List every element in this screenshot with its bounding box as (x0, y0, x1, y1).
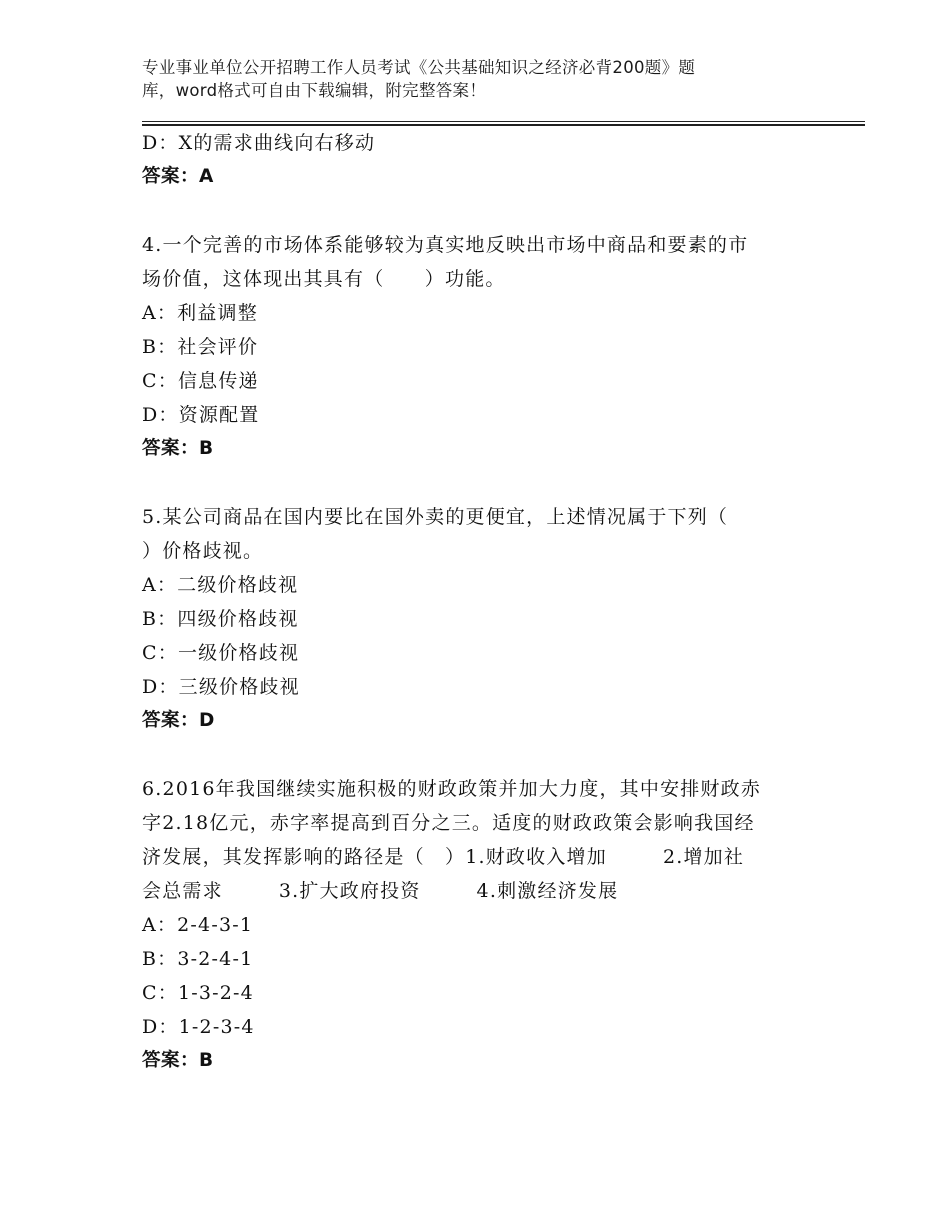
question-stem (142, 874, 822, 908)
answer-line: 答案：B (142, 1050, 214, 1071)
question-5 (142, 500, 822, 738)
spacer (142, 738, 822, 772)
question-stem: 5.某公司商品在国内要比在国外卖的更便宜，上述情况属于下列（ (142, 506, 729, 528)
option-c: C：一级价格歧视 (142, 642, 300, 664)
stem-segment: 4.刺激经济发展 (476, 880, 619, 902)
header-line-2: 库，word格式可自由下载编辑，附完整答案！ (142, 81, 487, 100)
option-d: D：三级价格歧视 (142, 676, 300, 698)
option-a: A：利益调整 (142, 302, 258, 324)
option-b: B：社会评价 (142, 336, 259, 358)
document-header (142, 56, 802, 102)
option-a: A：二级价格歧视 (142, 574, 299, 596)
option-c: C：信息传递 (142, 370, 259, 392)
stem-segment: 3.扩大政府投资 (278, 880, 421, 902)
option-d: D：资源配置 (142, 404, 260, 426)
previous-question-tail (142, 126, 822, 194)
spacer (142, 466, 822, 500)
header-rule-thin (142, 121, 865, 122)
question-stem (142, 840, 822, 874)
answer-line: 答案：A (142, 166, 214, 187)
answer-line: 答案：D (142, 710, 215, 731)
option-b: B：3-2-4-1 (142, 948, 254, 970)
option-d: D：X的需求曲线向右移动 (142, 132, 376, 154)
question-6 (142, 772, 822, 1078)
document-body (142, 126, 822, 1078)
question-stem: 字2.18亿元，赤字率提高到百分之三。适度的财政政策会影响我国经 (142, 812, 755, 834)
stem-segment: 会总需求 (142, 880, 223, 902)
question-stem: 场价值，这体现出其具有（ ）功能。 (142, 268, 506, 290)
header-line-1: 专业事业单位公开招聘工作人员考试《公共基础知识之经济必背200题》题 (142, 58, 696, 77)
question-stem: 4.一个完善的市场体系能够较为真实地反映出市场中商品和要素的市 (142, 234, 749, 256)
question-4 (142, 228, 822, 466)
option-d: D：1-2-3-4 (142, 1016, 255, 1038)
option-a: A：2-4-3-1 (142, 914, 254, 936)
answer-line: 答案：B (142, 438, 214, 459)
stem-segment: 济发展，其发挥影响的路径是（ ）1.财政收入增加 (142, 846, 607, 868)
question-stem: 6.2016年我国继续实施积极的财政政策并加大力度，其中安排财政赤 (142, 778, 762, 800)
question-stem: ）价格歧视。 (142, 540, 264, 562)
option-c: C：1-3-2-4 (142, 982, 254, 1004)
spacer (142, 194, 822, 228)
stem-segment: 2.增加社 (662, 846, 745, 868)
option-b: B：四级价格歧视 (142, 608, 299, 630)
